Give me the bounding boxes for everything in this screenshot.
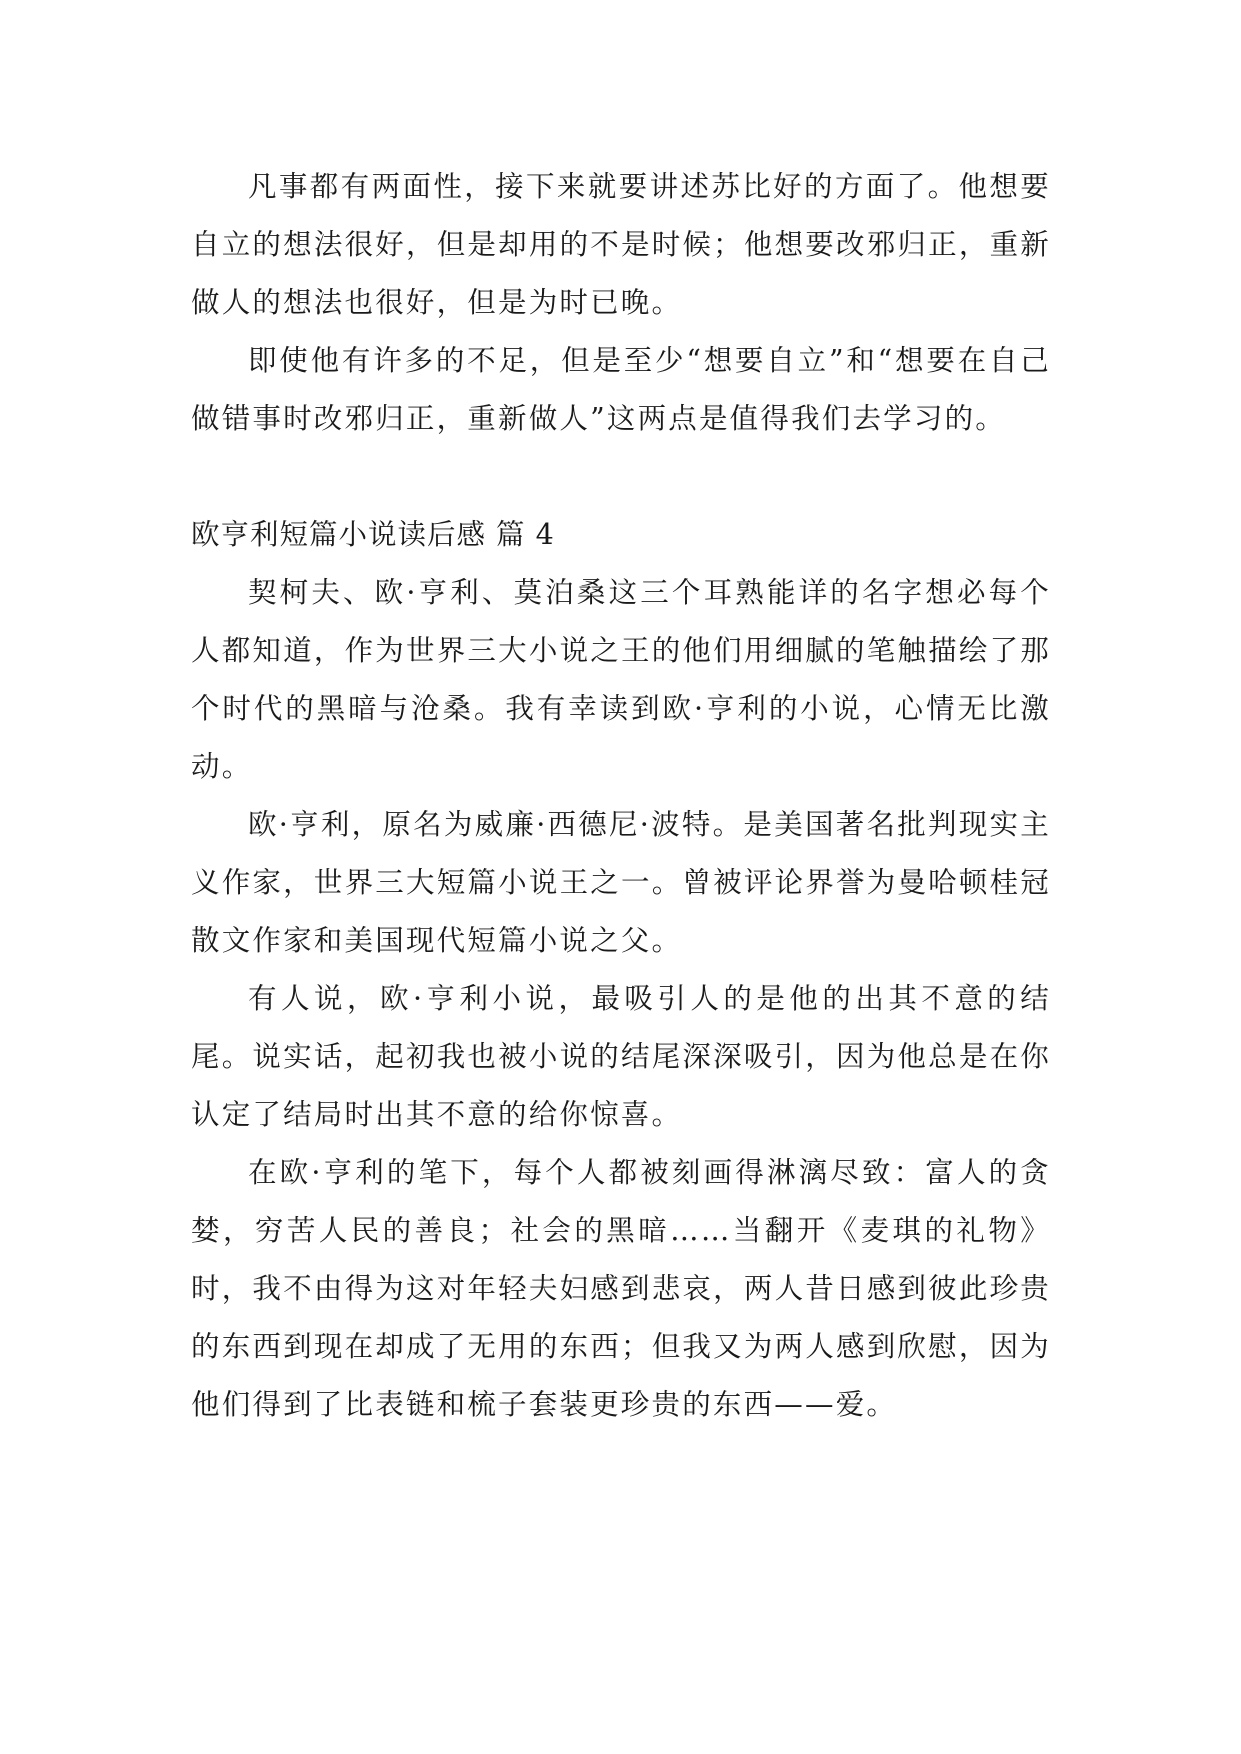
paragraph-author-bio: 欧·亨利，原名为威廉·西德尼·波特。是美国著名批判现实主义作家，世界三大短篇小说王之一。曾被评论界誉为曼哈顿桂冠散文作家和美国现代短篇小说之父。 (191, 808, 1051, 957)
paragraph-gift-of-magi: 在欧·亨利的笔下，每个人都被刻画得淋漓尽致：富人的贪婪，穷苦人民的善良；社会的黑暗……当翻开《麦琪的礼物》时，我不由得为这对年轻夫妇感到悲哀，两人昔日感到彼此珍贵的东西到现在却成了无用的东西；但我又为两人感到欣慰，因为他们得到了比表链和梳子套装更珍贵的东西——爱。 (191, 1156, 1051, 1421)
paragraph-two-sides: 凡事都有两面性，接下来就要讲述苏比好的方面了。他想要自立的想法很好，但是却用的不是时候；他想要改邪归正，重新做人的想法也很好，但是为时已晚。 (191, 170, 1051, 319)
paragraph-surprise-endings: 有人说，欧·亨利小说，最吸引人的是他的出其不意的结尾。说实话，起初我也被小说的结尾深深吸引，因为他总是在你认定了结局时出其不意的给你惊喜。 (191, 982, 1051, 1131)
section-heading: 欧亨利短篇小说读后感 篇 4 (191, 518, 555, 551)
section-spacer (191, 448, 1051, 506)
document-body (191, 158, 1051, 1434)
paragraph-worth-learning: 即使他有许多的不足，但是至少“想要自立”和“想要在自己做错事时改邪归正，重新做人”这两点是值得我们去学习的。 (191, 344, 1051, 435)
paragraph-three-masters: 契柯夫、欧·亨利、莫泊桑这三个耳熟能详的名字想必每个人都知道，作为世界三大小说之王的他们用细腻的笔触描绘了那个时代的黑暗与沧桑。我有幸读到欧·亨利的小说，心情无比激动。 (191, 576, 1051, 783)
